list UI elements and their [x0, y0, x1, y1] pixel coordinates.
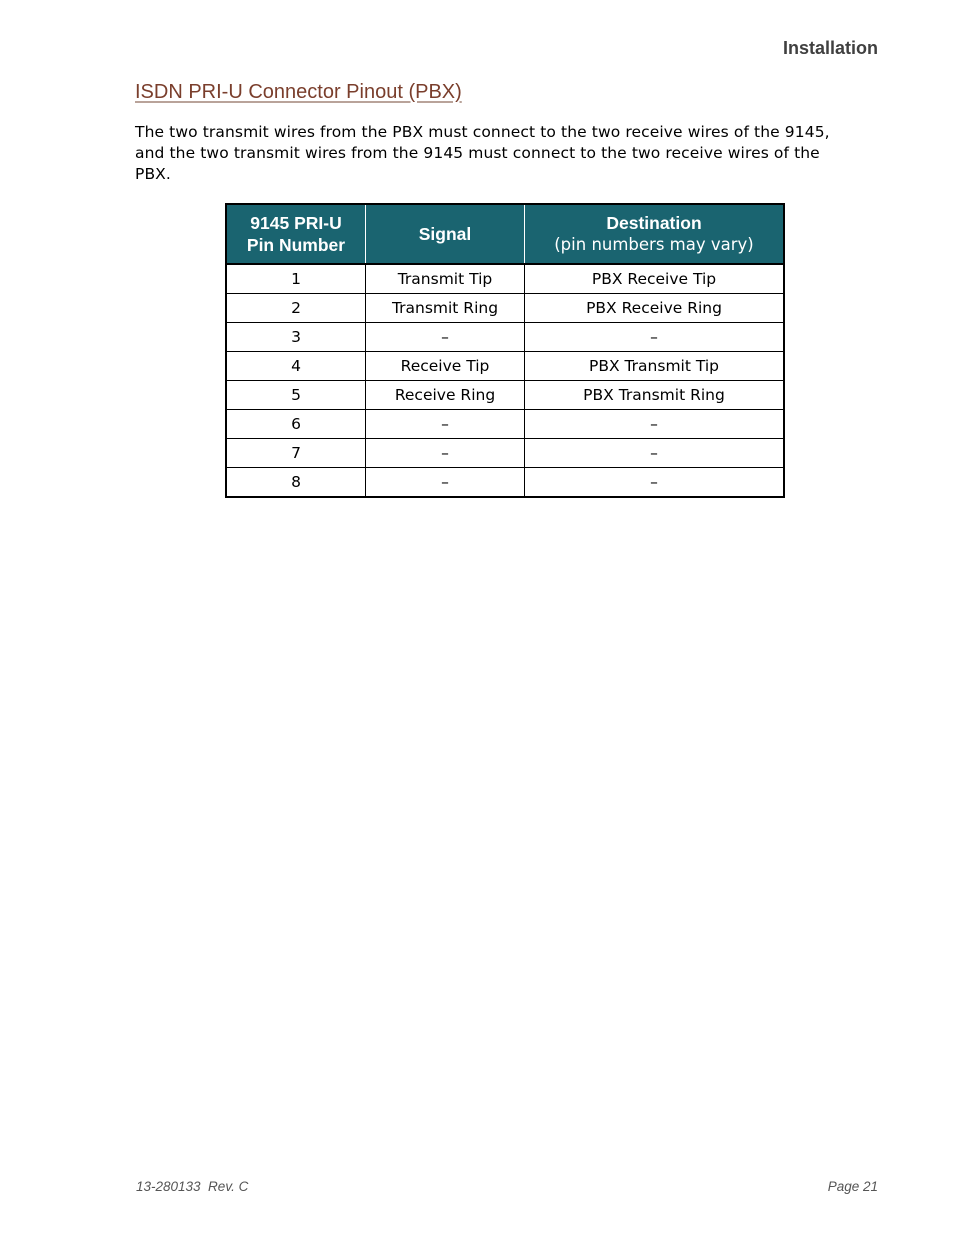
table-header-row: [226, 204, 784, 264]
intro-paragraph: The two transmit wires from the PBX must connect to the two receive wires of the 9145, and the two transmit wires from the 9145 must connect to the two receive wires of the PBX.: [135, 123, 830, 183]
header-destination-title: Destination: [606, 213, 702, 233]
signal-cell: Receive Tip: [366, 352, 525, 381]
table-row: [226, 323, 784, 352]
destination-cell: –: [525, 439, 785, 468]
pin-cell: 1: [226, 264, 366, 294]
pin-cell: 7: [226, 439, 366, 468]
signal-cell: Transmit Ring: [366, 294, 525, 323]
pin-cell: 5: [226, 381, 366, 410]
header-pin-line2: Pin Number: [246, 235, 346, 255]
signal-cell: –: [366, 439, 525, 468]
header-destination-note: (pin numbers may vary): [554, 235, 754, 254]
footer-doc-id: 13-280133 Rev. C: [136, 1179, 249, 1194]
destination-cell: PBX Receive Tip: [525, 264, 785, 294]
destination-cell: –: [525, 323, 785, 352]
table-row: [226, 294, 784, 323]
destination-cell: –: [525, 410, 785, 439]
signal-cell: –: [366, 410, 525, 439]
header-pin-line1: 9145 PRI-U: [250, 213, 342, 233]
destination-cell: PBX Receive Ring: [525, 294, 785, 323]
destination-cell: –: [525, 468, 785, 498]
pinout-table: [225, 203, 785, 498]
section-heading: ISDN PRI-U Connector Pinout (PBX): [135, 81, 462, 103]
table-body: [226, 264, 784, 497]
running-header: Installation: [782, 38, 878, 58]
pin-cell: 4: [226, 352, 366, 381]
table-row: [226, 410, 784, 439]
footer-page-number: Page 21: [827, 1179, 878, 1194]
table-row: [226, 381, 784, 410]
table-row: [226, 468, 784, 498]
pin-cell: 3: [226, 323, 366, 352]
table-row: [226, 264, 784, 294]
destination-cell: PBX Transmit Ring: [525, 381, 785, 410]
header-pin-number: [226, 204, 366, 264]
table-row: [226, 352, 784, 381]
header-destination: [525, 204, 785, 264]
signal-cell: –: [366, 468, 525, 498]
signal-cell: Receive Ring: [366, 381, 525, 410]
pin-cell: 6: [226, 410, 366, 439]
pin-cell: 8: [226, 468, 366, 498]
signal-cell: –: [366, 323, 525, 352]
pin-cell: 2: [226, 294, 366, 323]
header-signal: Signal: [366, 204, 525, 264]
signal-cell: Transmit Tip: [366, 264, 525, 294]
table-row: [226, 439, 784, 468]
destination-cell: PBX Transmit Tip: [525, 352, 785, 381]
